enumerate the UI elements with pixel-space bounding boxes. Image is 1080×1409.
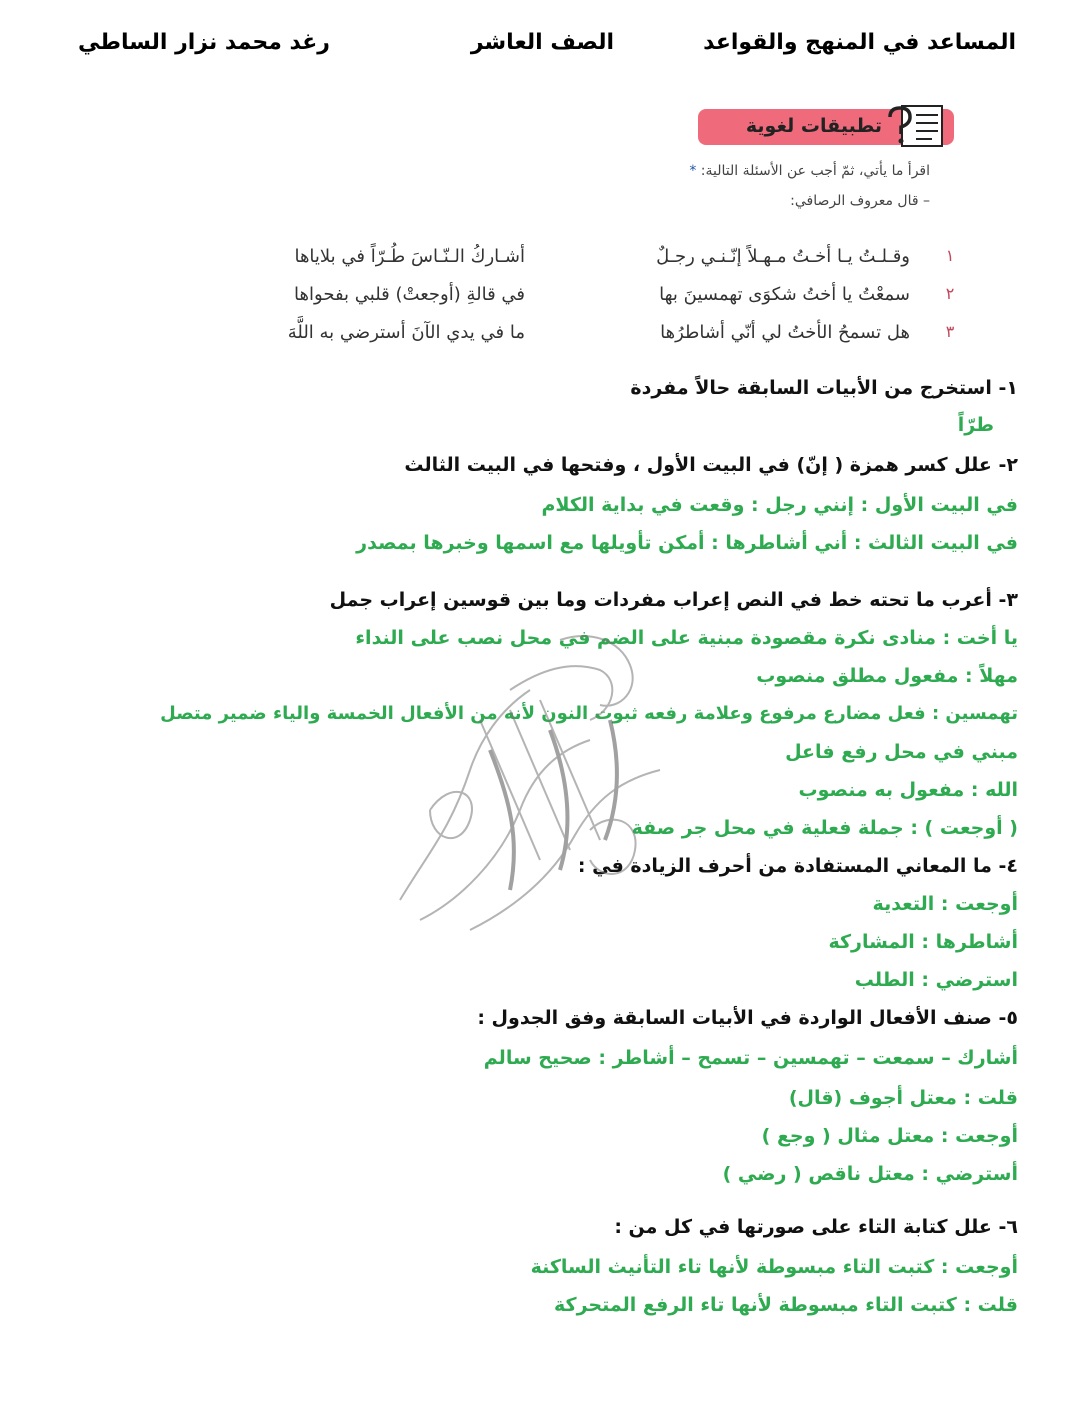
question-2: ٢- علل كسر همزة ( إنّ) في البيت الأول ، وفتحها في البيت الثالث (404, 454, 1018, 476)
answer-line: في البيت الأول : إنني رجل : وقعت في بداية الكلام (541, 494, 1018, 516)
answer-line: في البيت الثالث : أني أشاطرها : أمكن تأويلها مع اسمها وخبرها بمصدر (356, 532, 1018, 554)
answer-line: مبني في محل رفع فاعل (785, 741, 1018, 763)
section-banner (698, 103, 954, 151)
answer-line: أوجعت : التعدية (872, 893, 1018, 915)
answer-line: أوجعت : كتبت التاء مبسوطة لأنها تاء التأنيث الساكنة (530, 1256, 1018, 1278)
answer-line: مهلاً : مفعول مطلق منصوب (756, 665, 1018, 687)
banner-label: تطبيقات لغوية (745, 115, 882, 137)
poem-verse-1 (0, 246, 1080, 286)
poem-verse-2 (0, 284, 1080, 324)
answer-line: تهمسين : فعل مضارع مرفوع وعلامة رفعه ثبوت النون لأنه من الأفعال الخمسة والياء ضمير متصل (160, 703, 1018, 724)
star-icon: * (689, 163, 697, 179)
question-3: ٣- أعرب ما تحته خط في النص إعراب مفردات وما بين قوسين إعراب جمل (329, 589, 1018, 611)
answer-line: قلت : كتبت التاء مبسوطة لأنها تاء الرفع المتحركة (554, 1294, 1018, 1316)
verse-first-hemistich: سمعْتُ يا أختُ شكوَى تهمسينَ بها (659, 284, 910, 305)
instructions-text: اقرأ ما يأتي، ثمّ أجب عن الأسئلة التالية: (700, 163, 930, 179)
header-author: رغد محمد نزار الساطي (78, 30, 330, 55)
answer-line: أشاطرها : المشاركة (828, 931, 1018, 953)
question-5: ٥- صنف الأفعال الواردة في الأبيات السابقة وفق الجدول : (477, 1007, 1018, 1029)
answer-line: استرضي : الطلب (854, 969, 1018, 991)
verse-number: ١ (945, 246, 955, 265)
answer-line: أسترضي : معتل ناقص ( رضي ) (722, 1163, 1018, 1185)
answer-line: قلت : معتل أجوف (قال) (788, 1087, 1018, 1109)
signature-watermark (360, 600, 700, 960)
instructions-line-2: – قال معروف الرصافي: (790, 193, 930, 209)
verse-second-hemistich: أشـاركُ الـنّـاسَ طُـرّاً في بلاياها (294, 246, 525, 267)
header-title: المساعد في المنهج والقواعد (703, 30, 1016, 55)
question-4: ٤- ما المعاني المستفادة من أحرف الزيادة في : (577, 855, 1018, 877)
answer-line: يا أخت : منادى نكرة مقصودة مبنية على الضم في محل نصب على النداء (355, 627, 1018, 649)
verse-second-hemistich: ما في يدي الآنَ أسترضي به اللَّهَ (287, 322, 525, 343)
verse-number: ٣ (945, 322, 955, 341)
verse-first-hemistich: وقـلـتُ يـا أخـتُ مـهـلاً إنّـنـي رجـلٌ (656, 246, 910, 267)
answer-line: ( أوجعت ) : جملة فعلية في محل جر صفة (631, 817, 1018, 839)
question-6: ٦- علل كتابة التاء على صورتها في كل من : (614, 1216, 1018, 1238)
verse-number: ٢ (945, 284, 955, 303)
poem-verse-3 (0, 322, 1080, 362)
question-1: ١- استخرج من الأبيات السابقة حالاً مفردة (630, 377, 1018, 399)
answer-line: أوجعت : معتل مثال ( وجع ) (761, 1125, 1018, 1147)
answer-line: أشارك – سمعت – تهمسين – تسمح – أشاطر : صحيح سالم (483, 1047, 1018, 1069)
answer-line: الله : مفعول به منصوب (798, 779, 1018, 801)
header-grade: الصف العاشر (470, 30, 614, 55)
verse-first-hemistich: هل تسمحُ الأختُ لي أنّي أشاطرُها (660, 322, 910, 343)
instructions-line-1 (689, 163, 930, 179)
verse-second-hemistich: في قالةِ (أوجعتْ) قلبي بفحواها (294, 284, 525, 305)
note-question-icon (882, 103, 946, 151)
answer-line: طرّاً (957, 414, 994, 436)
